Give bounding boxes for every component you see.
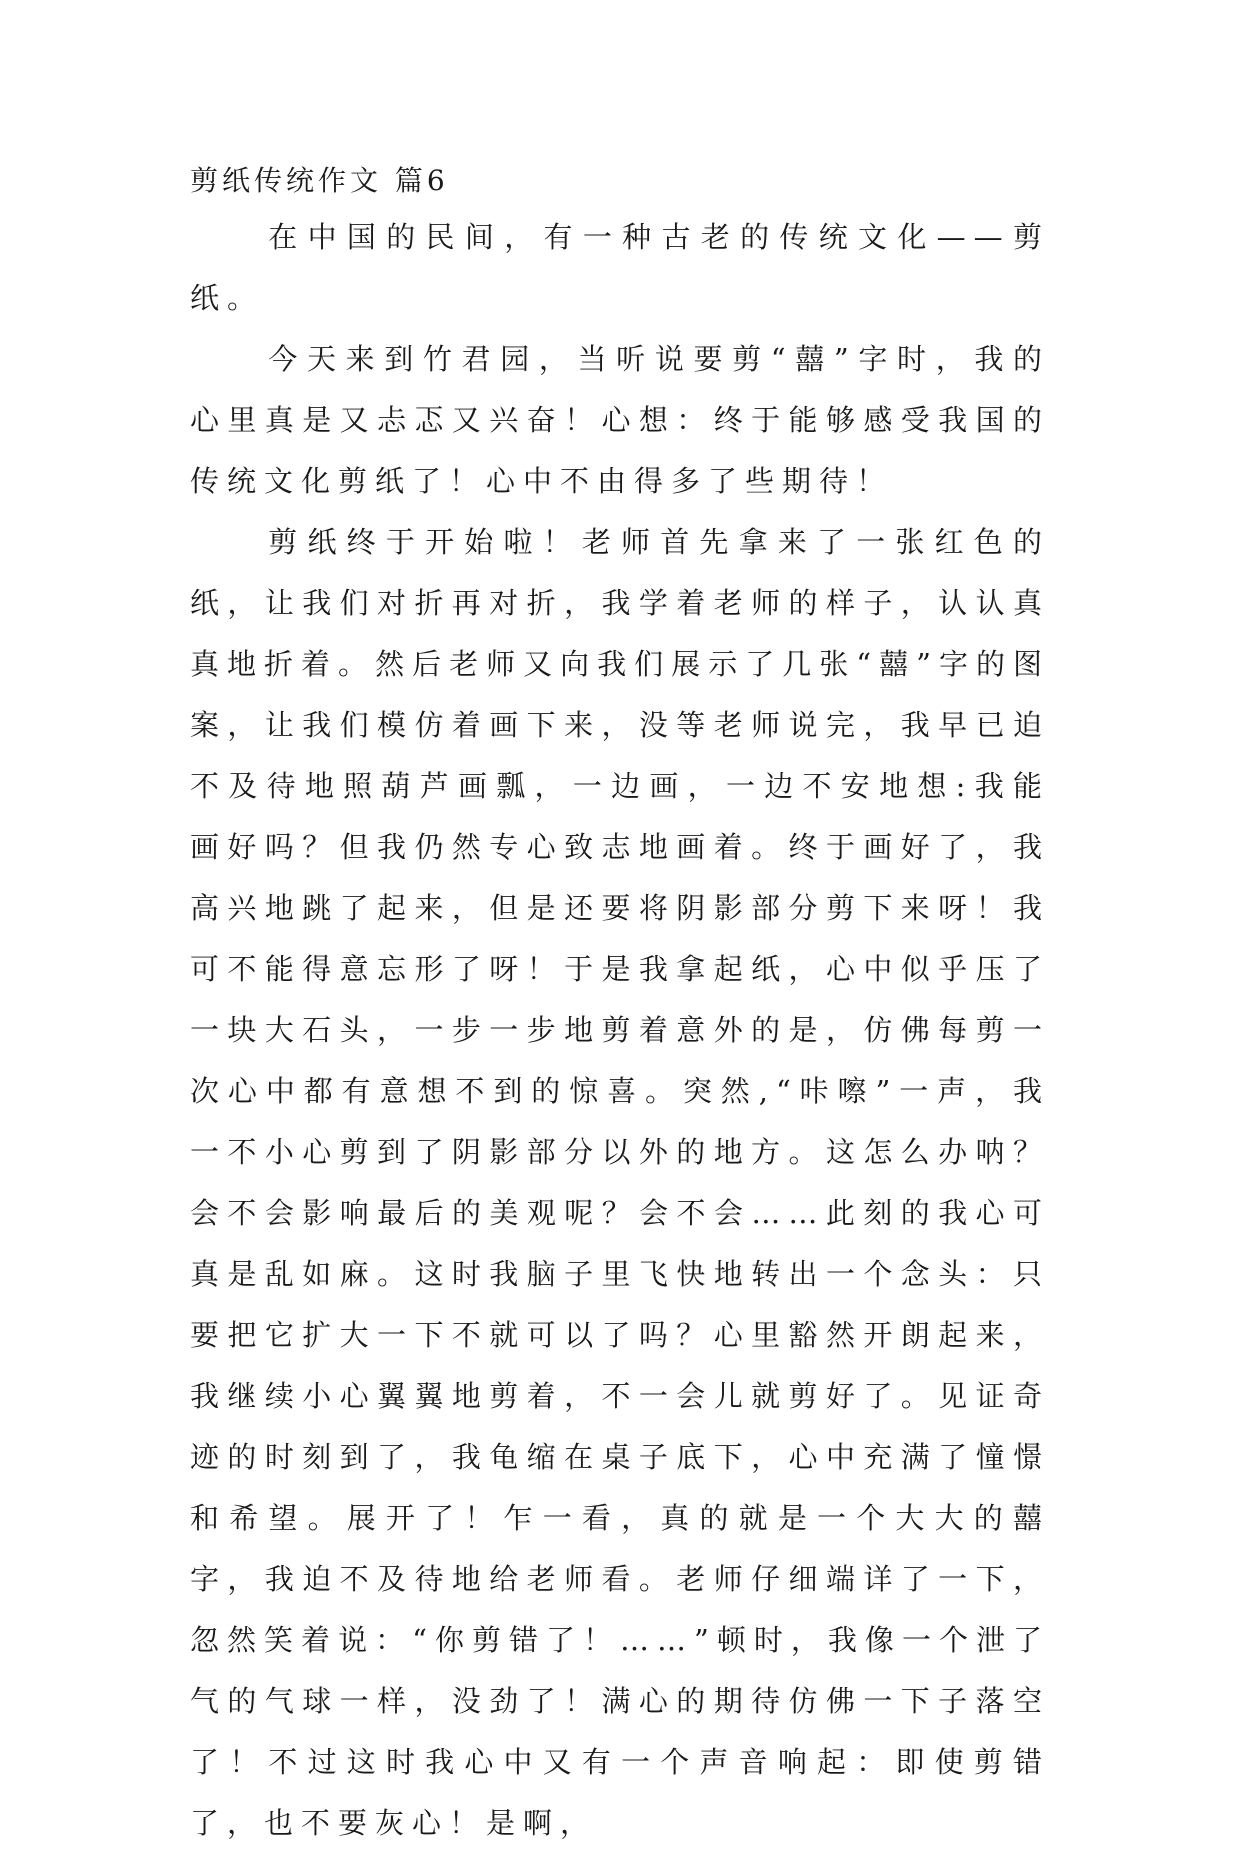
document-body	[190, 163, 1050, 1854]
document-title: 剪纸传统作文 篇6	[190, 164, 449, 197]
paragraph-2: 今天来到竹君园，当听说要剪“囍”字时，我的心里真是又忐忑又兴奋！心想：终于能够感受我国的传统文化剪纸了！心中不由得多了些期待！	[190, 342, 1050, 498]
paragraph-3: 剪纸终于开始啦！老师首先拿来了一张红色的纸，让我们对折再对折，我学着老师的样子，认认真真地折着。然后老师又向我们展示了几张“囍”字的图案，让我们模仿着画下来，没等老师说完，我早已迫不及待地照葫芦画瓢，一边画，一边不安地想:我能画好吗？但我仍然专心致志地画着。终于画好了，我高兴地跳了起来，但是还要将阴影部分剪下来呀！我可不能得意忘形了呀！于是我拿起纸，心中似乎压了一块大石头，一步一步地剪着意外的是，仿佛每剪一次心中都有意想不到的惊喜。突然,“咔嚓”一声，我一不小心剪到了阴影部分以外的地方。这怎么办呐？会不会影响最后的美观呢？会不会……此刻的我心可真是乱如麻。这时我脑子里飞快地转出一个念头：只要把它扩大一下不就可以了吗？心里豁然开朗起来，我继续小心翼翼地剪着，不一会儿就剪好了。见证奇迹的时刻到了，我龟缩在桌子底下，心中充满了憧憬和希望。展开了！乍一看，真的就是一个大大的囍字，我迫不及待地给老师看。老师仔细端详了一下，忽然笑着说：“你剪错了！……”顿时，我像一个泄了气的气球一样，没劲了！满心的期待仿佛一下子落空了！不过这时我心中又有一个声音响起：即使剪错了，也不要灰心！是啊，	[190, 525, 1050, 1840]
paragraph-1: 在中国的民间，有一种古老的传统文化——剪纸。	[190, 220, 1050, 315]
